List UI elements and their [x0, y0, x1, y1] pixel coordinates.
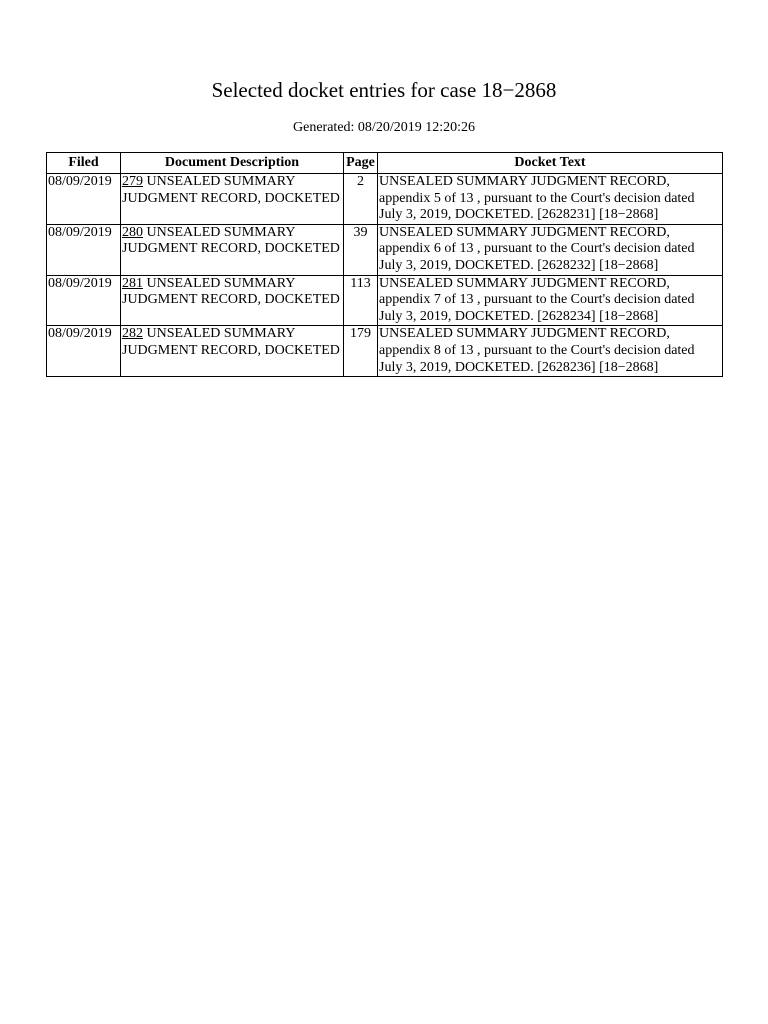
document-link[interactable]: 279: [122, 174, 143, 189]
filed-date: 08/09/2019: [47, 326, 121, 377]
page-count: 2: [344, 174, 378, 225]
page-count: 179: [344, 326, 378, 377]
table-row: [47, 275, 723, 326]
description-text: UNSEALED SUMMARY JUDGMENT RECORD, DOCKETED: [122, 174, 340, 206]
docket-text: UNSEALED SUMMARY JUDGMENT RECORD, appendix 5 of 13 , pursuant to the Court's decision dated July 3, 2019, DOCKETED. [2628231] [18−2868]: [378, 174, 723, 225]
document-link[interactable]: 280: [122, 224, 143, 240]
filed-date: 08/09/2019: [47, 275, 121, 326]
table-header-row: [47, 153, 723, 174]
document-description: [121, 275, 344, 326]
document-description: [121, 174, 344, 225]
column-header-docket-text: Docket Text: [378, 153, 723, 174]
description-text: UNSEALED SUMMARY JUDGMENT RECORD, DOCKETED: [122, 224, 340, 257]
column-header-page: Page: [344, 153, 378, 174]
filed-date: 08/09/2019: [47, 224, 121, 275]
page-title: Selected docket entries for case 18−2868: [211, 78, 557, 102]
filed-date: 08/09/2019: [47, 174, 121, 225]
description-text: UNSEALED SUMMARY JUDGMENT RECORD, DOCKETED: [122, 275, 340, 308]
document-link[interactable]: 282: [122, 326, 143, 342]
page-count: 113: [344, 275, 378, 326]
document-description: [121, 326, 344, 377]
table-row: [47, 174, 723, 225]
description-text: UNSEALED SUMMARY JUDGMENT RECORD, DOCKETED: [122, 326, 340, 358]
docket-table: [46, 152, 723, 377]
document-description: [121, 224, 344, 275]
docket-text: UNSEALED SUMMARY JUDGMENT RECORD, appendix 6 of 13 , pursuant to the Court's decision dated July 3, 2019, DOCKETED. [2628232] [18−2868]: [378, 224, 723, 275]
table-row: [47, 326, 723, 377]
docket-text: UNSEALED SUMMARY JUDGMENT RECORD, appendix 8 of 13 , pursuant to the Court's decision dated July 3, 2019, DOCKETED. [2628236] [18−2868]: [378, 326, 723, 377]
table-row: [47, 224, 723, 275]
page-count: 39: [344, 224, 378, 275]
column-header-document-description: Document Description: [121, 153, 344, 174]
docket-text: UNSEALED SUMMARY JUDGMENT RECORD, appendix 7 of 13 , pursuant to the Court's decision dated July 3, 2019, DOCKETED. [2628234] [18−2868]: [378, 275, 723, 326]
document-link[interactable]: 281: [122, 275, 143, 291]
column-header-filed: Filed: [47, 153, 121, 174]
generated-timestamp: Generated: 08/20/2019 12:20:26: [293, 120, 475, 135]
